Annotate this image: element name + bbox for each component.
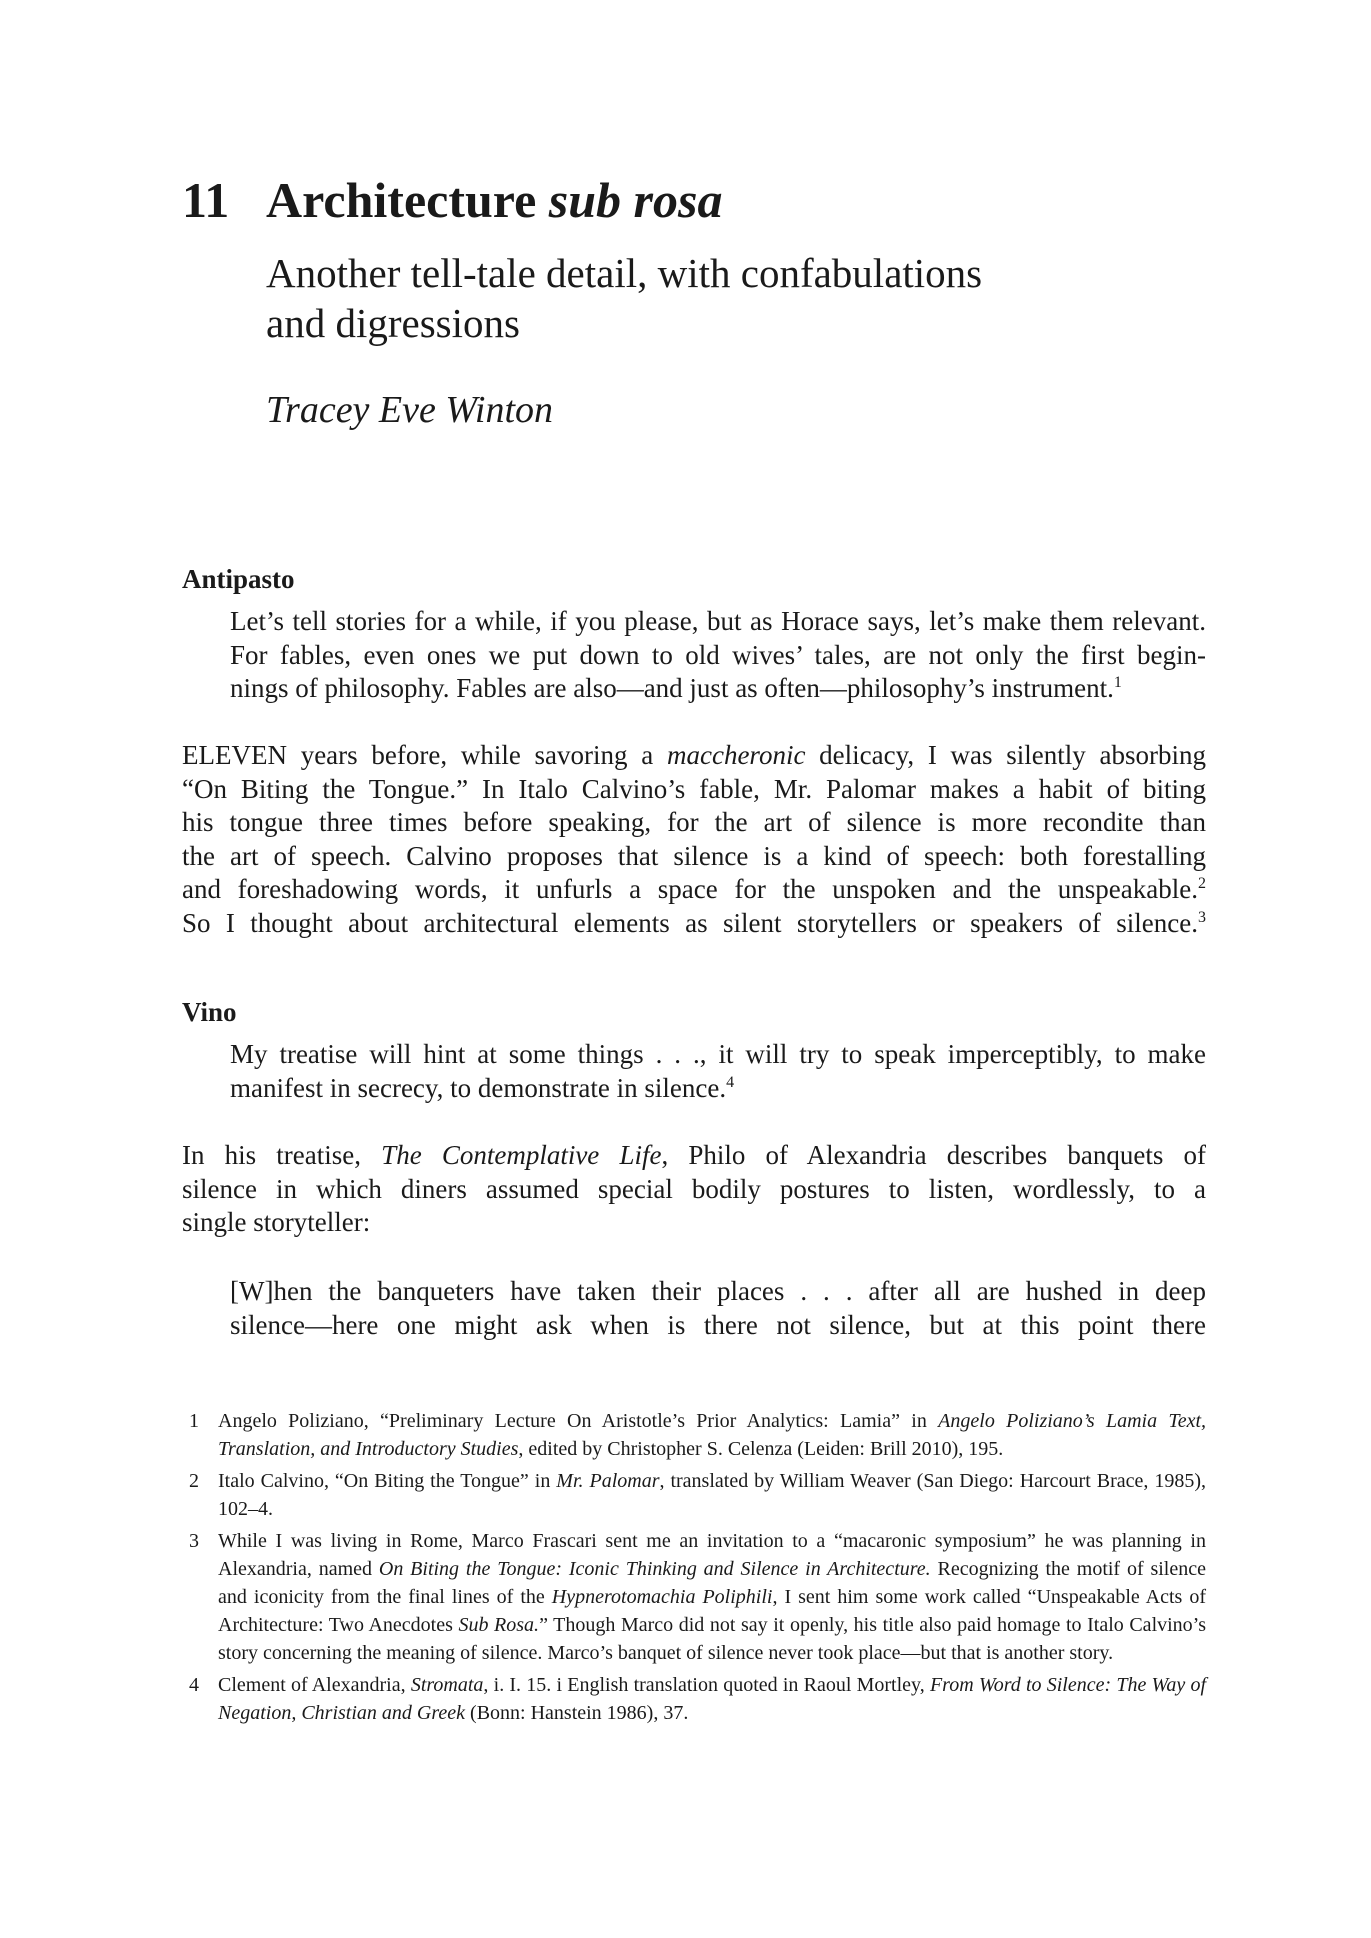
chapter-author: Tracey Eve Winton [266, 389, 554, 431]
epigraph-line: Let’s tell stories for a while, if you please, but as Horace says, let’s make them relevant. [230, 606, 1206, 636]
italic-title: The Contemplative Life [381, 1140, 662, 1170]
chapter-number: 11 [182, 172, 230, 228]
paragraph-line [182, 873, 1206, 907]
text-run: ” Though Marco did not say it openly, his title also paid homage to Italo Calvino’s story concerning the meaning of silence. Marco’s banquet of silence never took place—but that is another story. [218, 1614, 1207, 1664]
epigraph-line [230, 672, 1206, 706]
italic-title: On Biting the Tongue: Iconic Thinking and Silence in Architecture. [378, 1558, 931, 1580]
paragraph-line: the art of speech. Calvino proposes that silence is a kind of speech: both forestalling [182, 840, 1206, 871]
text-run: , edited by Christopher S. Celenza (Leiden: Brill 2010), 195. [518, 1438, 1004, 1460]
text-run: ELEVEN years before, while savoring a [182, 740, 667, 770]
footnote-number: 1 [189, 1410, 199, 1432]
paragraph-line: his tongue three times before speaking, for the art of silence is more recondite than [182, 807, 1206, 837]
quote-line: silence—here one might ask when is there not silence, but at this point there [230, 1309, 1206, 1340]
footnotes [182, 1407, 1206, 1731]
paragraph-line [182, 907, 1206, 941]
chapter-title [266, 168, 722, 232]
text-run: Recognizing the motif of silence and iconicity from the final lines of the [218, 1558, 1206, 1608]
subtitle-line: Another tell-tale detail, with confabulations [266, 250, 983, 296]
italic-term: maccheronic [666, 740, 806, 770]
epigraph-line: My treatise will hint at some things . . ., it will try to speak imperceptibly, to make [230, 1039, 1206, 1069]
text-run: , Philo of Alexandria describes banquets of [661, 1140, 1206, 1170]
italic-title: Sub Rosa. [458, 1614, 540, 1636]
text-run: Angelo Poliziano, “Preliminary Lecture On Aristotle’s Prior Analytics: Lamia” in [218, 1410, 939, 1432]
text-run: delicacy, I was silently absorbing [805, 740, 1206, 770]
subtitle-line: and digressions [266, 300, 520, 346]
paragraph-line [182, 739, 1206, 773]
text-run: , translated by William Weaver (San Diego: Harcourt Brace, 1985), 102–4. [218, 1470, 1206, 1520]
paragraph-line: “On Biting the Tongue.” In Italo Calvino’s fable, Mr. Palomar makes a habit of biting [182, 773, 1206, 804]
footnote-2 [182, 1467, 1206, 1523]
quote-line: [W]hen the banqueters have taken their places . . . after all are hushed in deep [230, 1276, 1206, 1306]
footnote-3 [182, 1527, 1206, 1667]
paragraph-antipasto [182, 739, 1206, 940]
italic-title: Angelo Poliziano’s Lamia Text, Translation, and Introductory Studies [218, 1410, 1207, 1460]
footnote-ref[interactable]: 3 [1198, 908, 1206, 926]
epigraph-line [230, 1072, 1206, 1106]
italic-title: Mr. Palomar [556, 1470, 660, 1492]
paragraph-line: single storyteller: [182, 1207, 371, 1237]
text-run: While I was living in Rome, Marco Frascari sent me an invitation to a “macaronic symposium” he was planning in Alexandria, named [218, 1530, 1206, 1580]
text-run: In his treatise, [182, 1140, 382, 1170]
epigraph-line-text: manifest in secrecy, to demonstrate in silence. [230, 1072, 727, 1103]
footnote-number: 4 [189, 1674, 199, 1696]
epigraph-antipasto [230, 605, 1206, 706]
text-run: , i. I. 15. i English translation quoted in Raoul Mortley, [483, 1674, 930, 1696]
italic-title: Hypnerotomachia Poliphili [551, 1586, 773, 1608]
chapter-title-italic: sub rosa [548, 172, 723, 228]
epigraph-line-text: nings of philosophy. Fables are also—and just as often—philosophy’s instrument. [230, 673, 1114, 703]
footnote-number: 2 [189, 1470, 199, 1492]
chapter-subtitle [266, 248, 1166, 348]
paragraph-line [182, 1139, 1206, 1173]
footnote-4 [182, 1671, 1206, 1727]
section-heading-vino: Vino [182, 997, 237, 1027]
epigraph-vino [230, 1038, 1206, 1105]
epigraph-line: For fables, even ones we put down to old wives’ tales, are not only the first begin- [230, 639, 1206, 670]
section-heading-antipasto: Antipasto [182, 564, 295, 594]
text-run: , I sent him some work called “Unspeakable Acts of Architecture: Two Anecdotes [218, 1586, 1207, 1636]
text-run: Italo Calvino, “On Biting the Tongue” in [218, 1470, 557, 1492]
text-run: (Bonn: Hanstein 1986), 37. [465, 1702, 689, 1724]
footnote-ref[interactable]: 2 [1198, 875, 1206, 892]
footnote-ref[interactable]: 4 [726, 1073, 735, 1091]
text-run: Clement of Alexandria, [218, 1674, 411, 1696]
paragraph-vino [182, 1139, 1206, 1240]
footnote-1 [182, 1407, 1206, 1463]
text-run: So I thought about architectural elements as silent storytellers or speakers of silence. [182, 907, 1198, 938]
paragraph-line: silence in which diners assumed special bodily postures to listen, wordlessly, to a [182, 1173, 1206, 1204]
footnote-ref[interactable]: 1 [1113, 674, 1122, 691]
footnote-number: 3 [189, 1530, 199, 1552]
italic-title: Stromata [410, 1674, 484, 1696]
italic-title: From Word to Silence: The Way of Negation, Christian and Greek [218, 1674, 1206, 1724]
chapter-title-main: Architecture [266, 172, 537, 228]
text-run: and foreshadowing words, it unfurls a space for the unspoken and the unspeakable. [182, 874, 1198, 904]
block-quote-philo [230, 1275, 1206, 1342]
